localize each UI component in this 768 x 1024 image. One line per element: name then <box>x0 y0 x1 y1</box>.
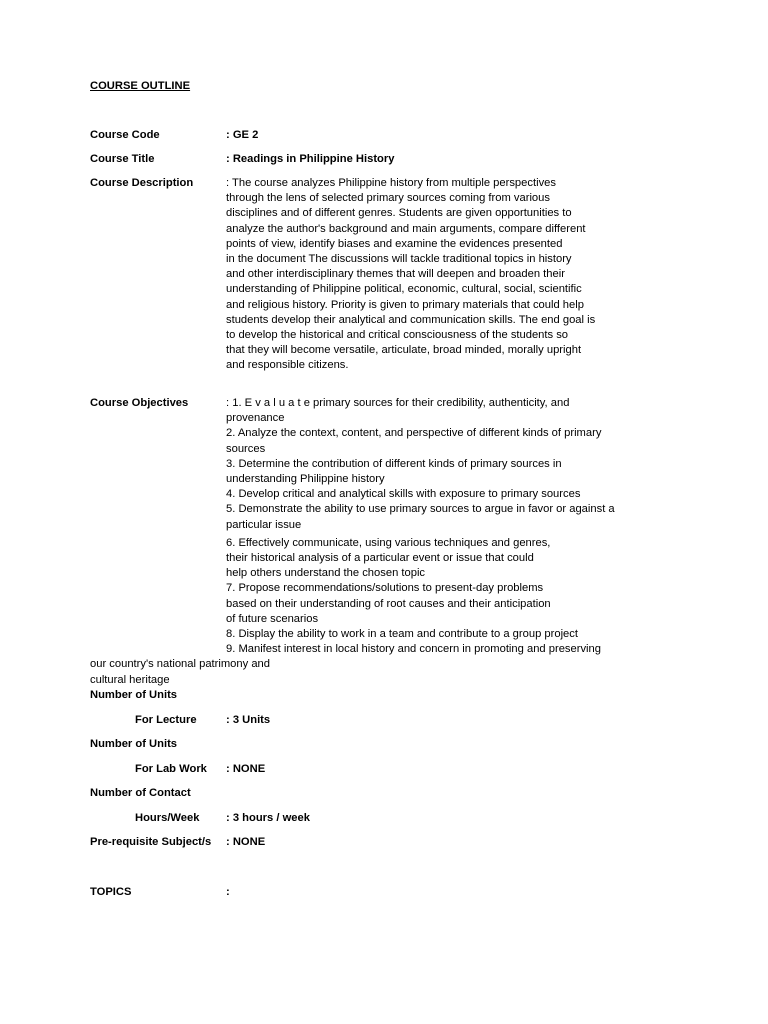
objective-line: provenance <box>226 412 285 425</box>
objective-line: 7. Propose recommendations/solutions to present-day problems <box>226 582 544 595</box>
contact-hours-sublabel: Hours/Week <box>135 812 200 824</box>
objective-line: cultural heritage <box>90 673 170 686</box>
units-lab-label: Number of Units <box>90 738 178 750</box>
objective-line: 5. Demonstrate the ability to use primary sources to argue in favor or against a <box>226 503 615 516</box>
objective-line: sources <box>226 442 266 455</box>
course-title-value: : Readings in Philippine History <box>226 153 395 165</box>
objective-line: their historical analysis of a particular event or issue that could <box>226 552 534 565</box>
units-lecture-sublabel: For Lecture <box>135 714 197 726</box>
prerequisite-value: : NONE <box>226 836 266 848</box>
description-line: to develop the historical and critical consciousness of the students so <box>226 329 569 342</box>
objective-line: 2. Analyze the context, content, and perspective of different kinds of primary <box>226 427 602 440</box>
description-line: and religious history. Priority is given to primary materials that could help <box>226 298 584 311</box>
course-objectives-label: Course Objectives <box>90 397 189 409</box>
contact-hours-label: Number of Contact <box>90 787 191 799</box>
objective-line: : 1. E v a l u a t e primary sources for their credibility, authenticity, and <box>226 397 570 409</box>
topics-value: : <box>226 886 230 898</box>
description-line: students develop their analytical and communication skills. The end goal is <box>226 313 596 326</box>
course-description-label: Course Description <box>90 177 194 189</box>
units-lab-sublabel: For Lab Work <box>135 763 207 775</box>
objective-line: our country's national patrimony and <box>90 658 270 671</box>
objective-line: of future scenarios <box>226 612 319 625</box>
description-line: disciplines and of different genres. Students are given opportunities to <box>226 207 572 220</box>
course-title-label: Course Title <box>90 153 155 165</box>
units-lab-value: : NONE <box>226 763 266 775</box>
objective-line: particular issue <box>226 518 302 531</box>
units-lecture-value: : 3 Units <box>226 714 271 726</box>
objective-line: help others understand the chosen topic <box>226 567 426 580</box>
description-line: analyze the author's background and main arguments, compare different <box>226 222 586 235</box>
description-line: through the lens of selected primary sources coming from various <box>226 192 550 205</box>
objective-line: 8. Display the ability to work in a team and contribute to a group project <box>226 628 578 641</box>
course-description-text <box>226 176 595 374</box>
prerequisite-label: Pre-requisite Subject/s <box>90 836 212 848</box>
description-line: : The course analyzes Philippine history from multiple perspectives <box>226 177 556 189</box>
course-code-value: : GE 2 <box>226 129 259 141</box>
course-code-label: Course Code <box>90 129 160 141</box>
units-lecture-label: Number of Units <box>90 689 178 701</box>
description-line: understanding of Philippine political, economic, cultural, social, scientific <box>226 283 582 296</box>
topics-label: TOPICS <box>90 886 132 898</box>
objective-line: 4. Develop critical and analytical skills with exposure to primary sources <box>226 488 581 501</box>
objective-line: 9. Manifest interest in local history and concern in promoting and preserving <box>226 643 601 656</box>
objective-line: 3. Determine the contribution of different kinds of primary sources in <box>226 457 562 470</box>
description-line: points of view, identify biases and examine the evidences presented <box>226 237 563 250</box>
description-line: that they will become versatile, articulate, broad minded, morally upright <box>226 344 582 357</box>
objective-line: understanding Philippine history <box>226 473 385 486</box>
objective-line: 6. Effectively communicate, using various techniques and genres, <box>226 536 551 549</box>
description-line: and responsible citizens. <box>226 359 349 372</box>
objective-line: based on their understanding of root causes and their anticipation <box>226 597 551 610</box>
description-line: in the document The discussions will tackle traditional topics in history <box>226 253 572 266</box>
contact-hours-value: : 3 hours / week <box>226 812 310 824</box>
description-line: and other interdisciplinary themes that will deepen and broaden their <box>226 268 565 281</box>
document-heading: COURSE OUTLINE <box>90 80 191 92</box>
